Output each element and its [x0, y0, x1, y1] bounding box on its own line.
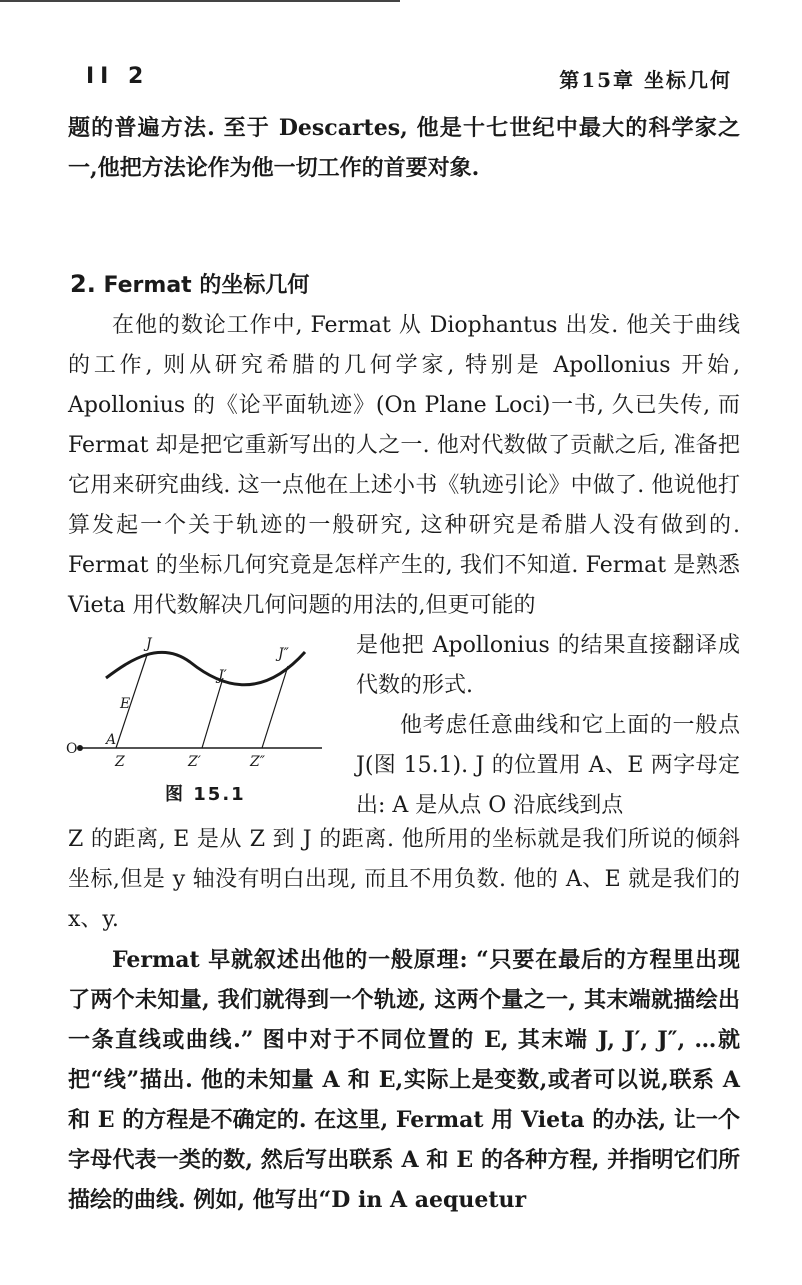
header-section-number: II 2	[86, 64, 150, 89]
section-title: Fermat 的坐标几何	[103, 273, 310, 298]
header-chapter-title: 第15章 坐标几何	[559, 68, 732, 92]
curve	[106, 652, 305, 685]
curve-diagram	[60, 630, 340, 780]
paragraph-intro: 题的普遍方法. 至于 Descartes, 他是十七世纪中最大的科学家之一,他把方法论作为他一切工作的首要对象.	[68, 115, 740, 181]
label-a: A	[106, 732, 117, 748]
section-number: 2.	[70, 270, 96, 298]
page-header	[78, 64, 738, 94]
paragraph-general-point: 他考虑任意曲线和它上面的一般点 J(图 15.1). J 的位置用 A、E 两字母定出: A 是从点 O 沿底线到点	[356, 713, 740, 818]
label-z2: Z″	[250, 754, 265, 770]
top-rule	[0, 0, 400, 2]
label-e: E	[120, 696, 131, 712]
origin-point	[77, 745, 83, 751]
paragraph-fermat-origins: 在他的数论工作中, Fermat 从 Diophantus 出发. 他关于曲线的工作, 则从研究希腊的几何学家, 特别是 Apollonius 开始, Apollonius 的《论平面轨迹》(On Plane Loci)一书, 久已失传, 而 Fermat 却是把它重新写出的人之一. 他对代数做了贡献之后, 准备把它用来研究曲线. 这一点他在上述小书《轨迹引论》中做了. 他说他打算发起一个关于轨迹的一般研究, 这种研究是希腊人没有做到的. Fermat 的坐标几何究竟是怎样产生的, 我们不知道. Fermat 是熟悉 Vieta 用代数解决几何问题的用法的,但更可能的	[68, 313, 740, 618]
label-j: J	[146, 636, 152, 652]
label-z1: Z′	[188, 754, 201, 770]
paragraph-translation: 是他把 Apollonius 的结果直接翻译成代数的形式.	[356, 633, 740, 698]
label-o: O	[66, 741, 78, 757]
label-j1: J′	[218, 668, 227, 684]
segment-zj1	[202, 678, 223, 748]
figure-caption: 图 15.1	[165, 784, 246, 805]
label-z: Z	[115, 754, 125, 770]
paragraph-coordinates: Z 的距离, E 是从 Z 到 J 的距离. 他所用的坐标就是我们所说的倾斜坐标,但是 y 轴没有明白出现, 而且不用负数. 他的 A、E 就是我们的 x、y.	[68, 827, 740, 932]
paragraph-general-principle: Fermat 早就叙述出他的一般原理: “只要在最后的方程里出现了两个未知量, 我们就得到一个轨迹, 这两个量之一, 其末端就描绘出一条直线或曲线.” 图中对于不同位置的 E, 其末端 J, J′, J″, …就把“线”描出. 他的未知量 A 和 E,实际上是变数,或者可以说,联系 A 和 E 的方程是不确定的. 在这里, Fermat 用 Vieta 的办法, 让一个字母代表一类的数, 然后写出联系 A 和 E 的各种方程, 并指明它们所描绘的曲线. 例如, 他写出“D in A aequetur	[68, 947, 740, 1213]
section-heading	[70, 268, 309, 302]
label-j2: J″	[278, 646, 289, 662]
